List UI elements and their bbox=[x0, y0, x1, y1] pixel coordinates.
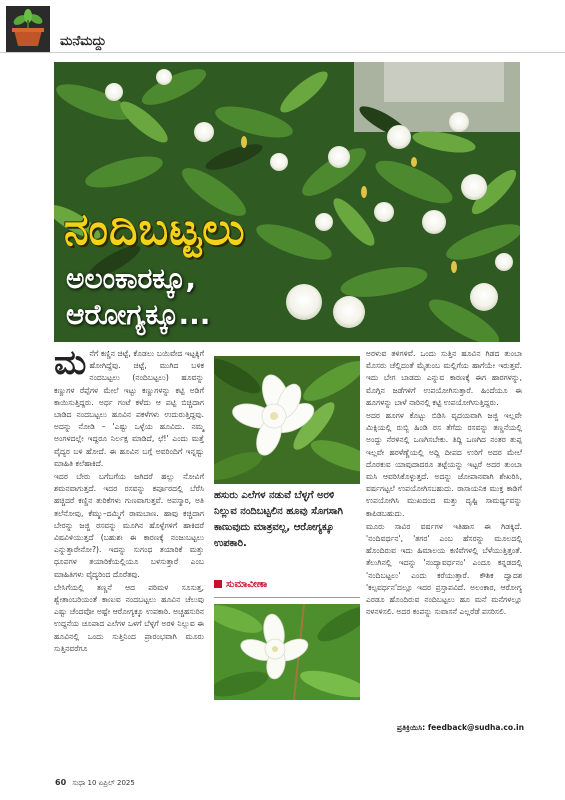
article-paragraph bbox=[54, 343, 204, 470]
page-number: 60 bbox=[55, 778, 67, 787]
author-byline bbox=[214, 576, 360, 592]
article-column-left bbox=[54, 343, 204, 656]
drop-cap: ಮ bbox=[54, 343, 87, 383]
byline-square-icon bbox=[214, 580, 222, 588]
magazine-section-logo bbox=[6, 6, 50, 52]
article-paragraph: ಬೇಸಿಗೆಯಲ್ಲಿ ತಣ್ಣನೆ ಆದ ಪರಿಮಳ ಸೂಸುತ್ತ, ಶ್ವೇತಾಂಬರಿಯಂತೆ ಕಾಣುವ ನಂದಬಟ್ಟಲು ಹೂವಿನ ಚೆಲುವು ಎಷ್ಟು ಚೆಂದವೋ ಅಷ್ಟೇ ಆರೋಗ್ಯಕ್ಕೂ ಉಪಕಾರಿ. ಅಚ್ಚಹಸುರಿನ ಉದ್ದನೆಯ ಚೂಪಾದ ಎಲೆಗಳ ಒಳಗೆ ಬೆಳ್ಳಗೆ ಅರಳಿ ನಿಲ್ಲುವ ಈ ಹೂವಿನಲ್ಲಿ ಒಂದು ಸುತ್ತಿನಿಂದ ಪ್ರಾರಂಭವಾಗಿ ಮೂರು ಸುತ್ತಿನವರೆಗೂ bbox=[54, 582, 204, 653]
hero-image bbox=[54, 62, 520, 342]
page-footer bbox=[55, 778, 135, 788]
gardenia-flower-photo bbox=[214, 356, 360, 484]
article-subtitle-line-2: ಆರೋಗ್ಯಕ್ಕೂ... bbox=[66, 298, 211, 331]
author-name: ಸುಮಾವೀಣಾ bbox=[226, 578, 268, 590]
header-divider bbox=[0, 52, 565, 53]
gardenia-bloom-photo bbox=[214, 604, 360, 700]
article-paragraph: ಮೂರು ಸಾವಿರ ವರ್ಷಗಳ ಇತಿಹಾಸ ಈ ಗಿಡಕ್ಕಿದೆ. 'ನಂದಿವರ್ಧನ', 'ತಗರ' ಎಂಬ ಹೆಸರನ್ನು ಮೂಲದಲ್ಲಿ ಹೊಂದಿರುವ ಇದು ಹಿಮಾಲಯ ಕಣಿವೆಗಳಲ್ಲಿ ಬೆಳೆಯುತ್ತಿತ್ತಂತೆ. ತೆಲುಗಿನಲ್ಲಿ ಇದನ್ನು 'ನಂದ್ಯಾವರ್ಧನಂ' ಎಂದೂ ಕನ್ನಡದಲ್ಲಿ 'ನಂದಿಬಟ್ಟಲು' ಎಂದು ಕರೆಯುತ್ತಾರೆ. ಕೌಶಿಕ ದ್ವಾದಶ 'ಕಲ್ಪವರ್ಧನ'ದಲ್ಲೂ ಇದರ ಪ್ರಸ್ತಾಪವಿದೆ. ಅಲಂಕಾರ, ಆರೋಗ್ಯ ಎರಡೂ ಹೊಂದಿರುವ ನಂದಿಬಟ್ಟಲು ಹೂ ಮನೆ ಮನೆಗಳಲ್ಲೂ ನಳನಳಿಸಲಿ. ಅದರ ಕಂಪನ್ನು ಸುವಾಸನೆ ಎಲ್ಲರೆಡೆ ಪಸರಿಸಲಿ. bbox=[366, 521, 522, 617]
article-paragraph: ಅದರ ಹೂಗಳ ಕೊಟ್ಟು ಬಿಡಿಸಿ ವೃದಯವಾಗಿ ಜಜ್ಜಿ ಇಲ್ಲವೇ ಮಿಕ್ಸಿಯಲ್ಲಿ ರುಬ್ಬಿ ಹಿಂಡಿ ರಸ ತೆಗೆದು ರಸವನ್ನು ತಣ್ಣನೆಯಲ್ಲಿ ಅಂದ್ದು ನೆರಳಿನಲ್ಲಿ ಒಣಗಿಸಬೇಕು. ತಿದ್ದಿ ಒಣಗಿದ ನಂತರ ತುಪ್ಪ ಇಲ್ಲವೇ ಹರಳೆಣ್ಣೆಯಲ್ಲಿ ಅದ್ದಿ ದೀಪದ ಉರಿಗೆ ಅದರ ಮೇಲೆ ದೊರಕುವ ಯಾವುದಾದರೂ ತಟ್ಟೆಯನ್ನು ಇಟ್ಟರೆ ಅದರ ತುಂಬಾ ಮಸಿ ಆವರಿಸಿಕೊಳ್ಳುತ್ತದೆ. ಅದನ್ನು ಜೋಪಾನವಾಗಿ ಶೇಖರಿಸಿ, ವರ್ಷಗಟ್ಟಲೆ ಉಪಯೋಗಿಸಬಹುದು. ರಾಸಾಯನಿಕ ಮುಕ್ತ ಕಾಡಿಗೆ ಉಪಯೋಗಿಸಿ ಮುಖದಂದ ಮತ್ತು ದೃಷ್ಟಿ ಸಾಮರ್ಥ್ಯವನ್ನು ಕಾಪಿಡಬಹುದು. bbox=[366, 411, 522, 518]
article-title: ನಂದಿಬಟ್ಟಲು bbox=[64, 204, 246, 255]
byline-divider bbox=[214, 597, 360, 598]
article-column-right bbox=[366, 348, 522, 619]
potted-plant-icon bbox=[6, 6, 50, 52]
section-label: ಮನೆಮದ್ದು bbox=[60, 34, 107, 49]
paragraph-text: ನೆಗೆ ಕಣ್ಣಿನ ಚಿಟ್ಟೆ, ಕೊಡಲು ಬಯಿವೇದ ಇಟ್ಟಕ್ಕಿಗೆ ಹೋಗಿದ್ದೆವು. ಚಿಟ್ಟೆ, ಮುಗಿದ ಬಳಿಕ ನಂದಬಟ್ಟಲು (ನಂದಿಬಟ್ಟಲು) ಹೂವನ್ನು ಕಣ್ಣುಗಳ ರೆಪ್ಪೆಗಳ ಮೇಲೆ ಇಟ್ಟು ಕಣ್ಣುಗಳನ್ನು ಕಟ್ಟಿ ಅಡಿಗೆ ಕಾಯಿಸುತ್ತಿದ್ದರು. ಅರ್ಧ ಗಂಟೆ ಕಳೆದು ಆ ಪಟ್ಟಿ ಬಿಚ್ಚಿದಾಗ ಬಾಡಿದ ನಂದಬಟ್ಟಲು ಹೂವಿನ ಪಕಳೆಗಳು ಉದುರುತ್ತಿದ್ದವು. ಅದನ್ನು ನೋಡಿ – 'ಎಷ್ಟು ಒಳ್ಳೆಯ ಹೂವಿದು. ನಮ್ಮ ಅಂಗಳದಲ್ಲೇ ಇದ್ದರೂ ನಿರ್ಲಕ್ಷ ಮಾಡಿದೆ, ಛೆ!' ಎಂದು ಮತ್ತೆ ವೈದ್ಯರ ಬಳಿ ಹೋದೆ. ಈ ಹೂವಿನ ಬಗ್ಗೆ ಅವರಿಂದಿಗೆ ಇನ್ನಷ್ಟು ಮಾಹಿತಿ ಕಲೆಹಾಕಿದೆ. bbox=[54, 349, 204, 468]
gardenia-flower-image bbox=[214, 356, 360, 484]
issue-info: ಸುಧಾ 10 ಏಪ್ರಿಲ್ 2025 bbox=[72, 779, 135, 787]
photo-caption: ಹಸುರು ಎಲೆಗಳ ನಡುವೆ ಬೆಳ್ಳಗೆ ಅರಳಿ ನಿಲ್ಲುವ ನಂದಿಬಟ್ಟಲಿನ ಹೂವು ಸೊಗಸಾಗಿ ಕಾಣುವುದು ಮಾತ್ರವಲ್ಲ, ಆರೋಗ್ಯಕ್ಕೂ ಉಪಕಾರಿ. bbox=[214, 490, 343, 549]
article-subtitle-line-1: ಅಲಂಕಾರಕ್ಕೂ, bbox=[66, 262, 197, 295]
article-paragraph: ಇದರ ಬೇರು ಬಗೆಬಗೆಯ ಜಗಿದರೆ ಹಲ್ಲು ನೋವಿಗೆ ಶಮನವಾಗುತ್ತದೆ. ಇದರ ರಸವನ್ನು ಕರ್ಪೂರದಲ್ಲಿ ಬೆರೆಸಿ ಹಚ್ಚಿದರೆ ಕಣ್ಣಿನ ತುರಿಕೆಗಳು ಗುಣವಾಗುತ್ತವೆ. ಅಪಸ್ಮಾರ, ಅತಿ ತಲೆನೋವು, ಕೆಮ್ಮು–ದಮ್ಮಿಗೆ ರಾಮಬಾಣ. ಹಾವು ಕಚ್ಚಿದಾಗ ಬೇರನ್ನು ಜಜ್ಜಿ ರಸವನ್ನು ಮೂಗಿನ ಹೊಳ್ಳೆಗಳಿಗೆ ಹಾಕಿದರೆ ವಿಷವಿಳಿಯುತ್ತದೆ (ಬಹುಶಃ ಈ ಕಾರಣಕ್ಕೆ ನಂಜುಬಟ್ಟಲು ಎನ್ನುತ್ತಾರೇನೋ?). ಇದನ್ನು ಸುಗಂಧ ತಯಾರಿಕೆ ಮತ್ತು ಧೂಪಗಳ ತಯಾರಿಕೆಯಲ್ಲಿಯೂ ಬಳಸುತ್ತಾರೆ ಎಂಬ ಮಾಹಿತಿಗಳು ವೈದ್ಯರಿಂದ ದೊರೆತವು. bbox=[54, 472, 204, 579]
feedback-email[interactable]: ಪ್ರತಿಕ್ರಿಯಿಸಿ: feedback@sudha.co.in bbox=[396, 723, 524, 732]
article-paragraph: ಅರಳುವ ತಳಿಗಳಿವೆ. ಒಂದು ಸುತ್ತಿನ ಹೂವಿನ ಗಿಡದ ತುಂಬಾ ಮೊಸರು ಚೆಲ್ಲಿದಂತೆ ಮೈತುಂಬ ಮಲ್ಲಿಗೆಯ ಹಾಗೆಯೇ ಇರುತ್ತವೆ. ಇದು ಬೇಗ ಬಾಡದು ಎನ್ನುವ ಕಾರಣಕ್ಕೆ ಈಗ ಹಾರಗಳನ್ನು, ಮೊಗ್ಗಿನ ಜಡೆಗಳಿಗೆ ಉಪಯೋಗಿಸುತ್ತಾರೆ. ಹಿಂದೆಯೂ ಈ ಹೂಗಳನ್ನು ಬಾಳೆ ನಾರಿನಲ್ಲಿ ಕಟ್ಟಿ ಉಪಯೋಗಿಸುತ್ತಿದ್ದರು. bbox=[366, 349, 522, 407]
gardenia-bloom-image bbox=[214, 604, 360, 700]
